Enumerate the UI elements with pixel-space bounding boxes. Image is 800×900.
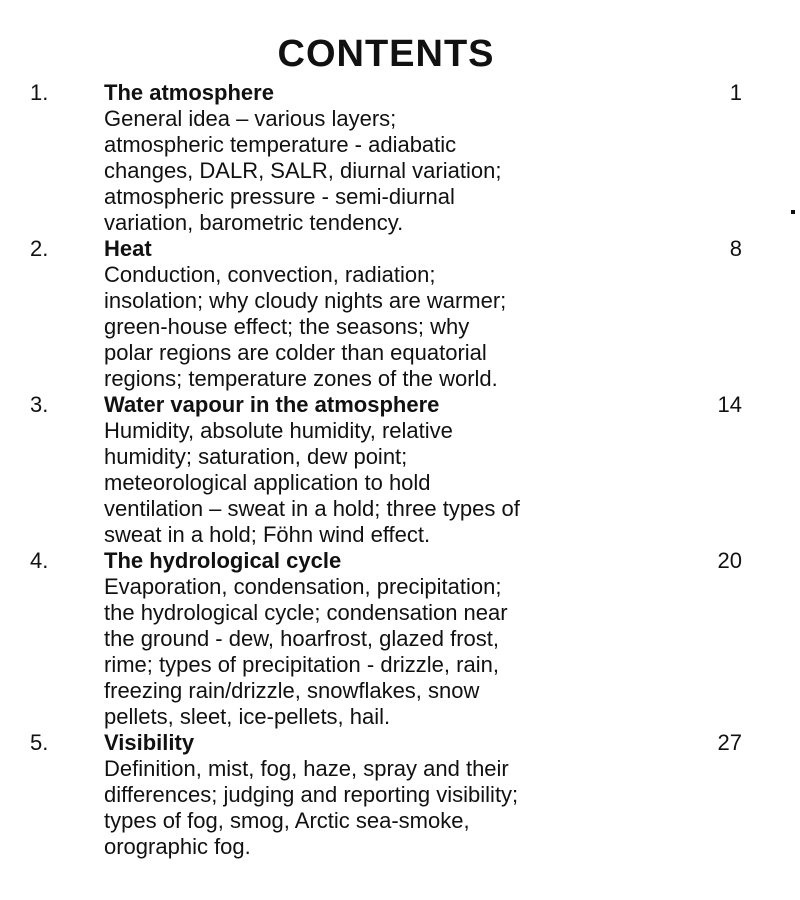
entry-heading: The atmosphere [104, 80, 274, 105]
entry-description-line: green-house effect; the seasons; why [104, 314, 470, 339]
entry-description-line: humidity; saturation, dew point; [104, 444, 408, 469]
entry-description-line: atmospheric temperature - adiabatic [104, 132, 457, 157]
entry-heading: Heat [104, 236, 152, 261]
entry-number: 3. [30, 392, 49, 417]
entry-description-line: orographic fog. [104, 834, 251, 859]
entry-number: 2. [30, 236, 49, 261]
entry-description-line: types of fog, smog, Arctic sea-smoke, [104, 808, 470, 833]
entry-heading: The hydrological cycle [104, 548, 342, 573]
scan-speck [791, 210, 795, 214]
entry-page-number: 27 [717, 730, 742, 755]
entry-page-number: 20 [717, 548, 742, 573]
entry-body [104, 730, 684, 860]
entry-description-line: regions; temperature zones of the world. [104, 366, 498, 391]
entry-description-line: sweat in a hold; Föhn wind effect. [104, 522, 431, 547]
entry-description-line: Definition, mist, fog, haze, spray and their [104, 756, 509, 781]
entry-heading: Water vapour in the atmosphere [104, 392, 440, 417]
entry-description-line: changes, DALR, SALR, diurnal variation; [104, 158, 502, 183]
entry-description-line: the ground - dew, hoarfrost, glazed frost, [104, 626, 500, 651]
entry-page-number: 14 [717, 392, 742, 417]
entry-body [104, 236, 684, 392]
contents-list [0, 80, 800, 860]
entry-description-line: differences; judging and reporting visibility; [104, 782, 519, 807]
entry-description-line: the hydrological cycle; condensation near [104, 600, 508, 625]
entry-description-line: freezing rain/drizzle, snowflakes, snow [104, 678, 480, 703]
entry-description-line: atmospheric pressure - semi-diurnal [104, 184, 455, 209]
entry-description-line: Humidity, absolute humidity, relative [104, 418, 453, 443]
entry-description-line: pellets, sleet, ice-pellets, hail. [104, 704, 391, 729]
contents-entry-2 [0, 236, 800, 392]
entry-page-number: 1 [729, 80, 742, 105]
entry-body [104, 80, 684, 236]
entry-number: 1. [30, 80, 49, 105]
entry-description-line: Conduction, convection, radiation; [104, 262, 436, 287]
entry-description-line: variation, barometric tendency. [104, 210, 404, 235]
entry-body [104, 392, 684, 548]
entry-description-line: insolation; why cloudy nights are warmer; [104, 288, 507, 313]
contents-entry-5 [0, 730, 800, 860]
entry-body [104, 548, 684, 730]
entry-description-line: ventilation – sweat in a hold; three types of [104, 496, 520, 521]
entry-page-number: 8 [729, 236, 742, 261]
entry-number: 4. [30, 548, 49, 573]
entry-description-line: General idea – various layers; [104, 106, 397, 131]
entry-number: 5. [30, 730, 49, 755]
contents-entry-3 [0, 392, 800, 548]
contents-entry-4 [0, 548, 800, 730]
entry-description-line: meteorological application to hold [104, 470, 431, 495]
entry-description-line: polar regions are colder than equatorial [104, 340, 487, 365]
contents-entry-1 [0, 80, 800, 236]
entry-description-line: Evaporation, condensation, precipitation; [104, 574, 502, 599]
page-title: CONTENTS [277, 33, 495, 75]
entry-heading: Visibility [104, 730, 195, 755]
entry-description-line: rime; types of precipitation - drizzle, rain, [104, 652, 499, 677]
